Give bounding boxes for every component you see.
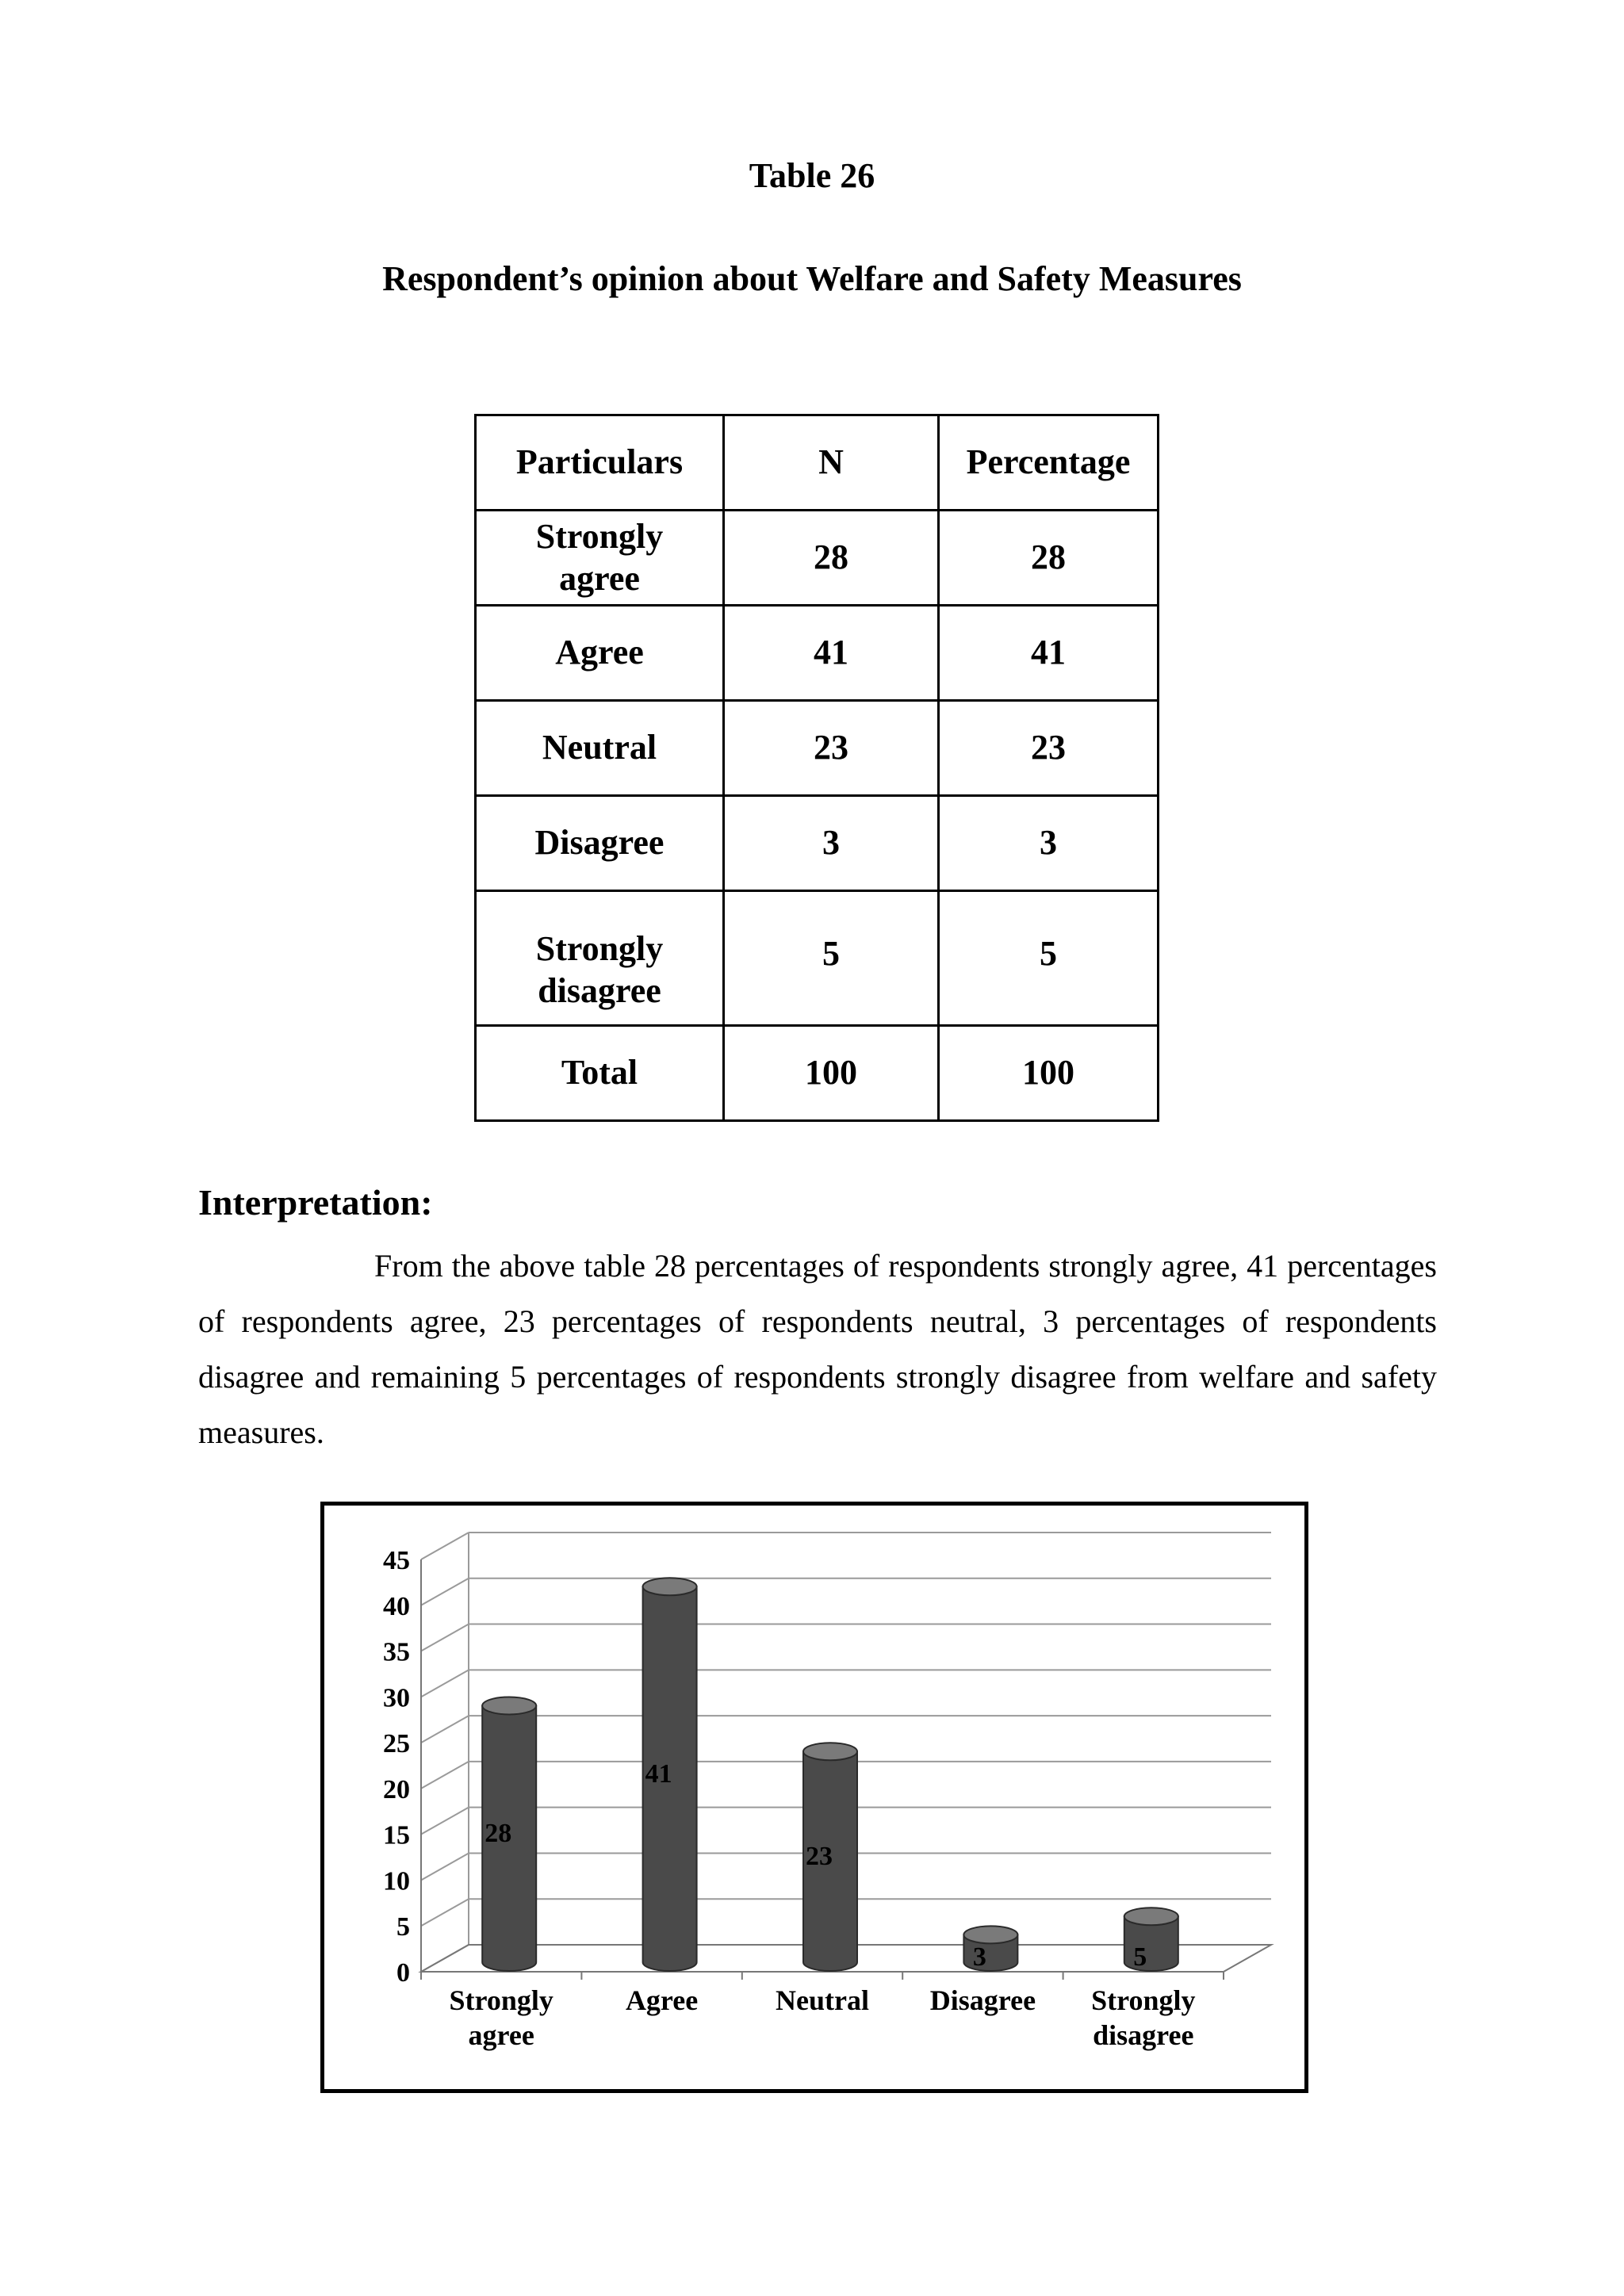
x-category-label: Disagree <box>929 1984 1036 2016</box>
bar-top-3 <box>963 1926 1017 1943</box>
data-label: 5 <box>1133 1942 1147 1972</box>
y-tick-label: 5 <box>396 1912 410 1942</box>
row-percentage: 28 <box>939 511 1159 606</box>
row-percentage: 100 <box>939 1026 1159 1121</box>
row-n: 28 <box>724 511 939 606</box>
row-n: 41 <box>724 606 939 701</box>
table-row <box>476 701 1159 796</box>
y-tick-label: 25 <box>383 1729 410 1759</box>
gridline-side <box>421 1853 469 1880</box>
y-tick-label: 40 <box>383 1591 410 1621</box>
y-tick-label: 45 <box>383 1546 410 1575</box>
row-particular: Total <box>476 1026 724 1121</box>
y-tick-label: 10 <box>383 1866 410 1896</box>
row-particular: Disagree <box>476 796 724 891</box>
gridline-side <box>421 1899 469 1926</box>
interpretation-text: From the above table 28 percentages of respondents strongly agree, 41 percentages of respondents agree, 23 percentages of respondents neutral, 3 percentages of respondents disagree and remaining 5 percentages of respondents strongly disagree from welfare and safety measures. <box>198 1248 1437 1450</box>
data-table <box>474 414 1159 1122</box>
header-percentage: Percentage <box>939 415 1159 511</box>
table-title: Table 26 <box>749 156 875 195</box>
bar-top-2 <box>803 1743 857 1760</box>
table-subtitle: Respondent’s opinion about Welfare and Safety Measures <box>382 259 1242 298</box>
data-label: 28 <box>485 1819 512 1849</box>
chart-svg <box>324 1506 1304 2089</box>
bar-chart <box>320 1502 1308 2093</box>
row-percentage: 23 <box>939 701 1159 796</box>
bar-top-0 <box>482 1697 536 1714</box>
y-tick-label: 20 <box>383 1774 410 1804</box>
row-particular: Agree <box>476 606 724 701</box>
y-tick-label: 0 <box>396 1958 410 1988</box>
row-particular: Strongly agree <box>476 511 724 606</box>
row-n: 5 <box>724 891 939 1026</box>
gridline-side <box>421 1808 469 1835</box>
row-particular: Strongly disagree <box>476 891 724 1026</box>
table-row <box>476 796 1159 891</box>
table-row <box>476 891 1159 1026</box>
bars <box>482 1578 1178 1971</box>
y-tick-label: 35 <box>383 1637 410 1667</box>
y-tick-label: 30 <box>383 1683 410 1713</box>
gridline-side <box>421 1716 469 1743</box>
gridline-side <box>421 1624 469 1651</box>
row-percentage: 3 <box>939 796 1159 891</box>
x-category-label: Neutral <box>776 1984 869 2016</box>
table-row-total <box>476 1026 1159 1121</box>
row-n: 3 <box>724 796 939 891</box>
x-category-label: Agree <box>625 1984 699 2016</box>
x-category-label: Strongly agree <box>449 1984 553 2051</box>
header-particulars: Particulars <box>476 415 724 511</box>
bar-top-4 <box>1124 1908 1178 1925</box>
row-particular: Neutral <box>476 701 724 796</box>
row-percentage: 41 <box>939 606 1159 701</box>
gridline-side <box>421 1670 469 1697</box>
data-label: 3 <box>972 1942 986 1972</box>
interpretation-heading: Interpretation: <box>198 1182 433 1223</box>
row-n: 23 <box>724 701 939 796</box>
x-category-label: Strongly disagree <box>1091 1984 1196 2051</box>
gridline-side <box>421 1762 469 1789</box>
bar-top-1 <box>643 1578 697 1595</box>
table-row <box>476 511 1159 606</box>
table-header-row <box>476 415 1159 511</box>
gridline-side <box>421 1533 469 1559</box>
gridline-side <box>421 1578 469 1605</box>
y-tick-label: 15 <box>383 1820 410 1850</box>
table-row <box>476 606 1159 701</box>
data-label: 23 <box>806 1842 833 1872</box>
data-label: 41 <box>645 1759 672 1789</box>
row-percentage: 5 <box>939 891 1159 1026</box>
header-n: N <box>724 415 939 511</box>
row-n: 100 <box>724 1026 939 1121</box>
